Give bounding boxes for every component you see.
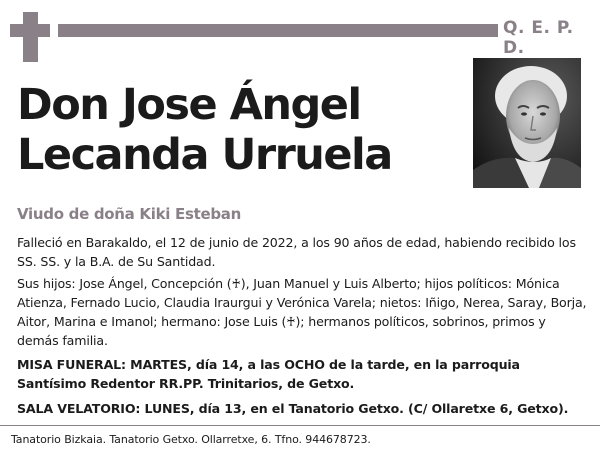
cross-icon-vertical xyxy=(23,12,38,62)
deceased-name xyxy=(17,80,457,180)
header-bar xyxy=(58,24,498,37)
name-line-1: Don Jose Ángel xyxy=(17,80,361,130)
qepd-label: Q. E. P. D. xyxy=(503,18,574,58)
death-paragraph: Falleció en Barakaldo, el 12 de junio de 2022, a los 90 años de edad, habiendo recibido los SS. SS. y la B.A. de Su Santidad. xyxy=(17,235,576,269)
widow-line: Viudo de doña Kiki Esteban xyxy=(17,205,241,223)
wake-paragraph: SALA VELATORIO: LUNES, día 13, en el Tanatorio Getxo. (C/ Ollaretxe 6, Getxo). xyxy=(17,401,569,416)
footer-divider xyxy=(0,425,600,426)
portrait-image xyxy=(473,58,581,188)
funeral-paragraph: MISA FUNERAL: MARTES, día 14, a las OCHO de la tarde, en la parroquia Santísimo Redentor RR.PP. Trinitarios, de Getxo. xyxy=(17,357,520,391)
portrait-photo xyxy=(473,58,581,188)
family-paragraph: Sus hijos: Jose Ángel, Concepción (♰), Juan Manuel y Luis Alberto; hijos políticos: Mónica Atienza, Fernado Lucio, Claudia Iraurgui y Verónica Varela; nietos: Iñigo, Nerea, Saray, Borja, Aitor, Marina e Imanol; hermano: Jose Luis (♰); hermanos políticos, sobrinos, primos y demás familia. xyxy=(17,276,587,348)
name-line-2: Lecanda Urruela xyxy=(17,130,392,180)
cross-icon-horizontal xyxy=(10,24,50,37)
footer-contact: Tanatorio Bizkaia. Tanatorio Getxo. Ollarretxe, 6. Tfno. 944678723. xyxy=(11,433,371,446)
